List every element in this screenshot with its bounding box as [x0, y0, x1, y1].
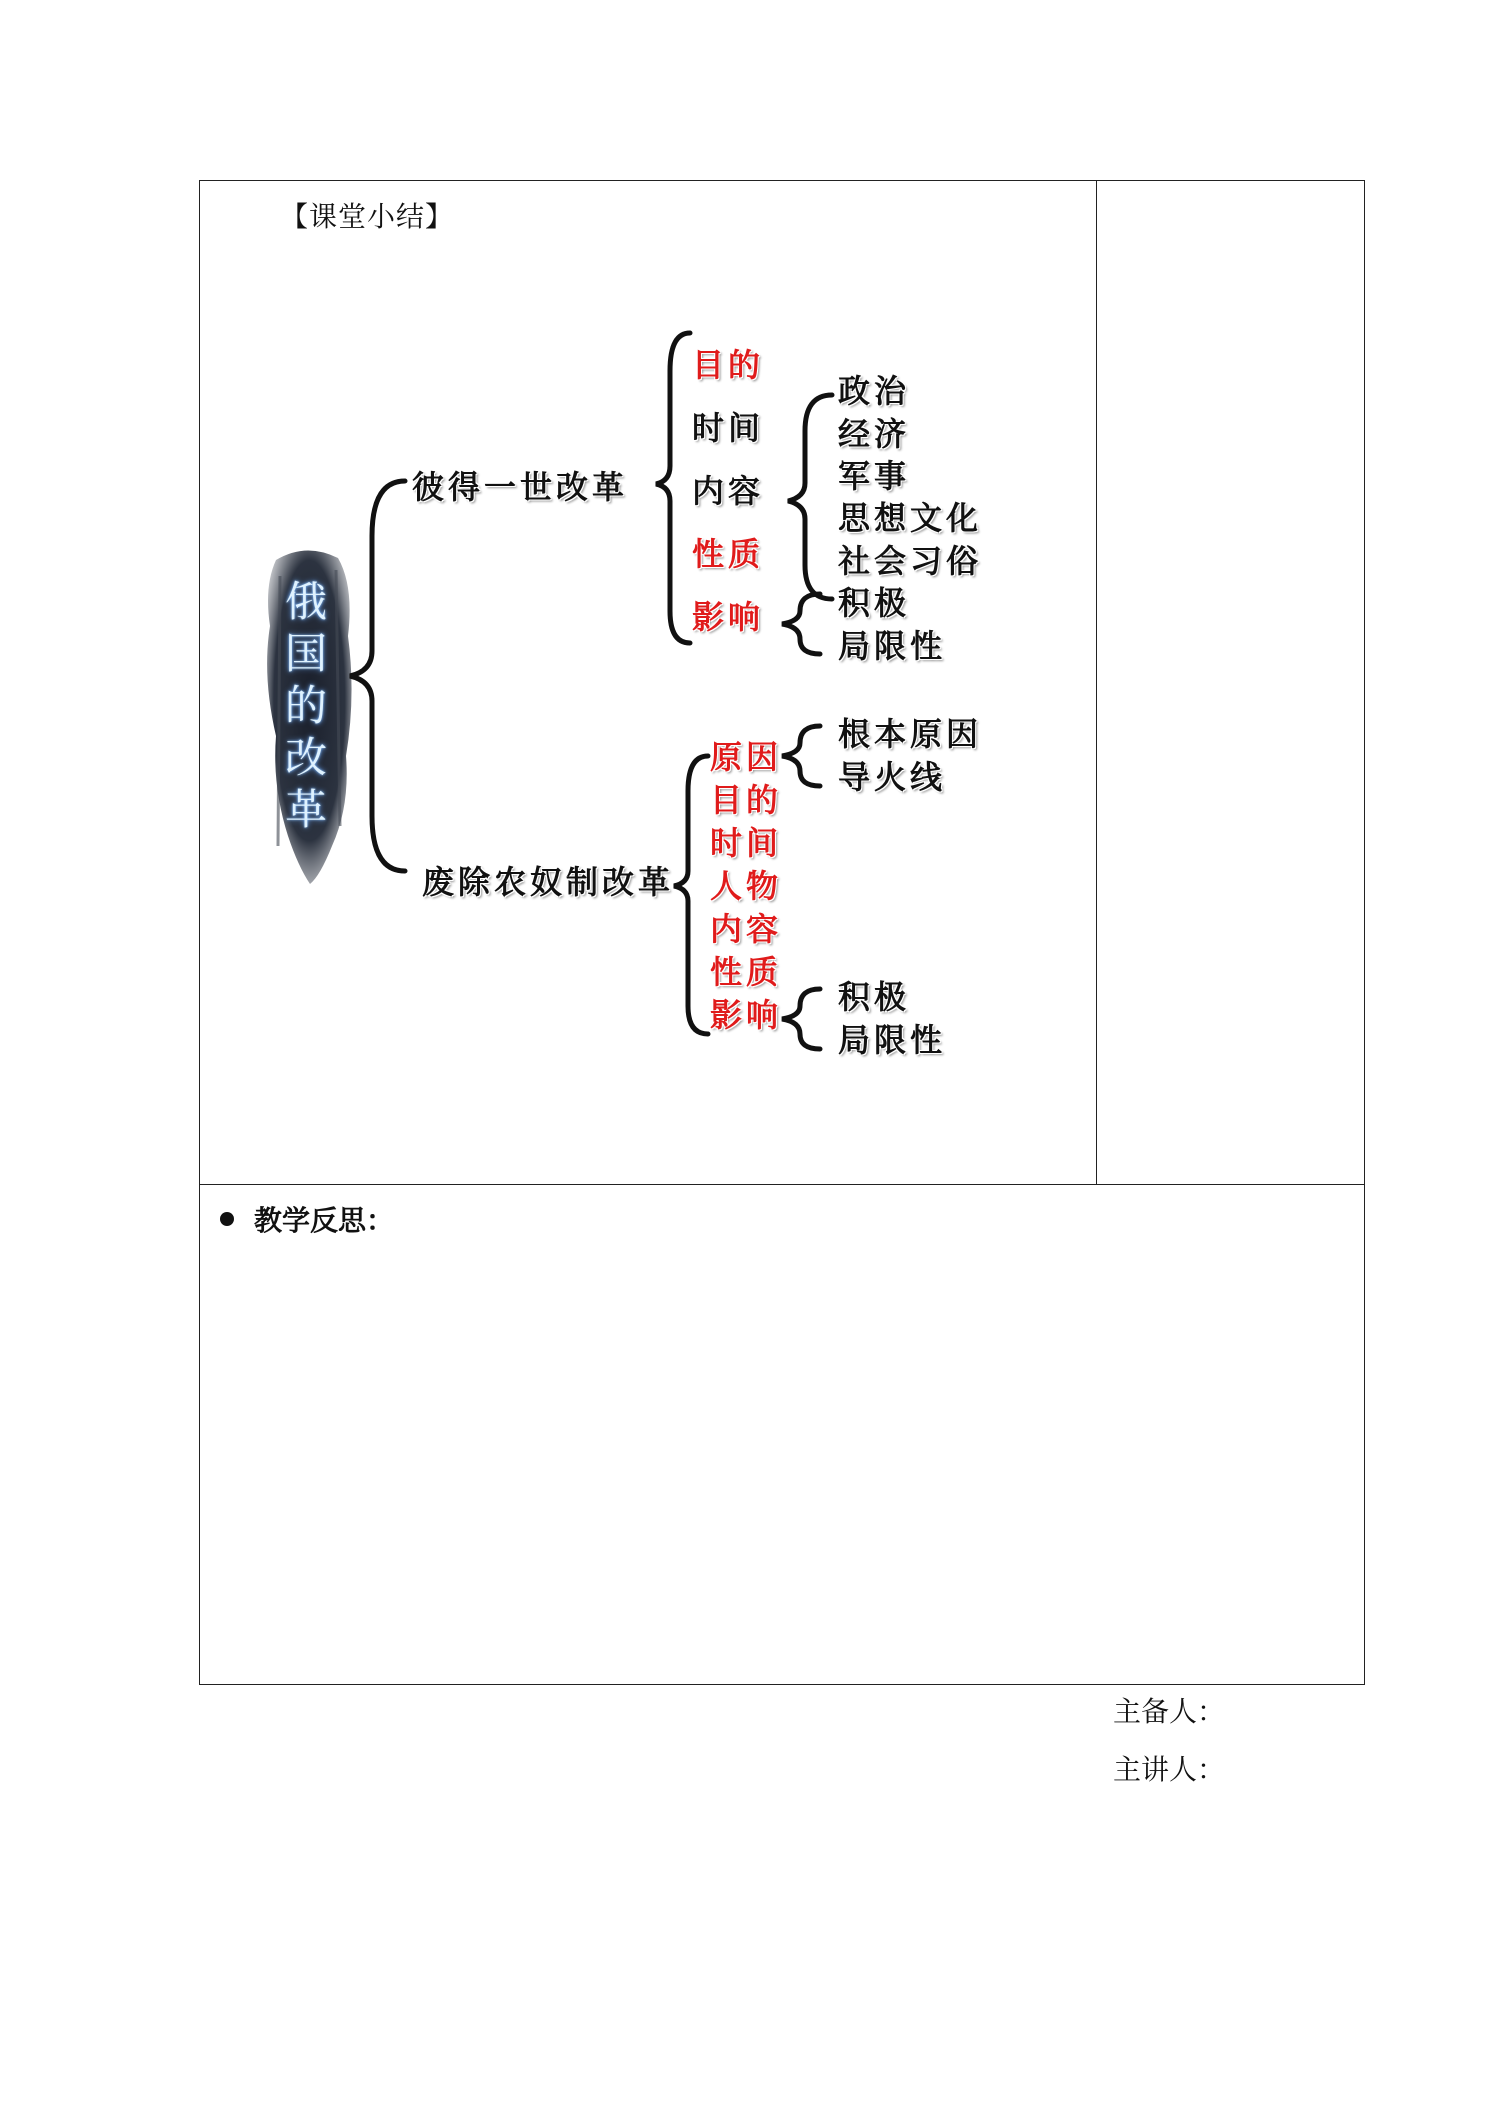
reform2-aspect-person: 人物: [710, 867, 783, 905]
impact-brace-2: [782, 989, 820, 1049]
column-divider: [1096, 181, 1097, 1184]
reform2-aspect-cause: 原因: [710, 738, 783, 776]
lesson-table: [199, 180, 1365, 1685]
reform1-name: 彼得一世改革: [412, 468, 629, 506]
reform2-brace: [674, 756, 708, 1034]
section-title: 【课堂小结】: [280, 200, 455, 233]
root-char: 改: [284, 733, 327, 782]
reform2-aspect-nature: 性质: [710, 953, 783, 991]
bullet-icon: [220, 1212, 234, 1226]
cause-brace: [782, 726, 820, 786]
reflection-label: 教学反思：: [254, 1204, 395, 1237]
content-item-culture: 思想文化: [838, 499, 983, 537]
reform1-brace: [656, 333, 690, 643]
root-char: 的: [284, 681, 327, 730]
cause-item-root: 根本原因: [838, 715, 983, 753]
lecturer-label: 主讲人：: [1113, 1755, 1226, 1786]
impact-brace-1: [782, 594, 820, 654]
root-char: 俄: [284, 577, 327, 626]
reform1-aspect-nature: 性质: [692, 535, 765, 573]
root-brace: [350, 481, 405, 871]
reform1-aspect-time: 时间: [692, 409, 765, 447]
root-char: 革: [284, 785, 327, 834]
reform1-aspect-content: 内容: [692, 472, 765, 510]
content-item-customs: 社会习俗: [838, 542, 983, 580]
reform1-impact-limitation: 局限性: [838, 627, 947, 665]
reform2-impact-positive: 积极: [838, 978, 911, 1016]
reform2-aspect-purpose: 目的: [710, 781, 783, 819]
cause-item-trigger: 导火线: [838, 758, 947, 796]
reform1-impact-positive: 积极: [838, 584, 911, 622]
root-title: [275, 576, 337, 836]
teaching-reflection: [220, 1199, 394, 1239]
reform2-name: 废除农奴制改革: [422, 863, 675, 901]
content-item-economy: 经济: [838, 415, 911, 453]
reform2-impact-limitation: 局限性: [838, 1021, 947, 1059]
content-item-military: 军事: [838, 457, 911, 495]
reform1-aspect-impact: 影响: [692, 598, 765, 636]
preparer-label: 主备人：: [1113, 1697, 1226, 1728]
reform2-aspect-time: 时间: [710, 824, 783, 862]
reform2-aspect-impact: 影响: [710, 996, 783, 1034]
content-brace: [788, 395, 832, 599]
reform1-aspect-purpose: 目的: [692, 346, 765, 384]
reform2-aspect-content: 内容: [710, 910, 783, 948]
root-char: 国: [284, 629, 327, 678]
mind-map: [200, 181, 1096, 1184]
row-divider: [200, 1184, 1364, 1185]
content-item-politics: 政治: [838, 372, 911, 410]
